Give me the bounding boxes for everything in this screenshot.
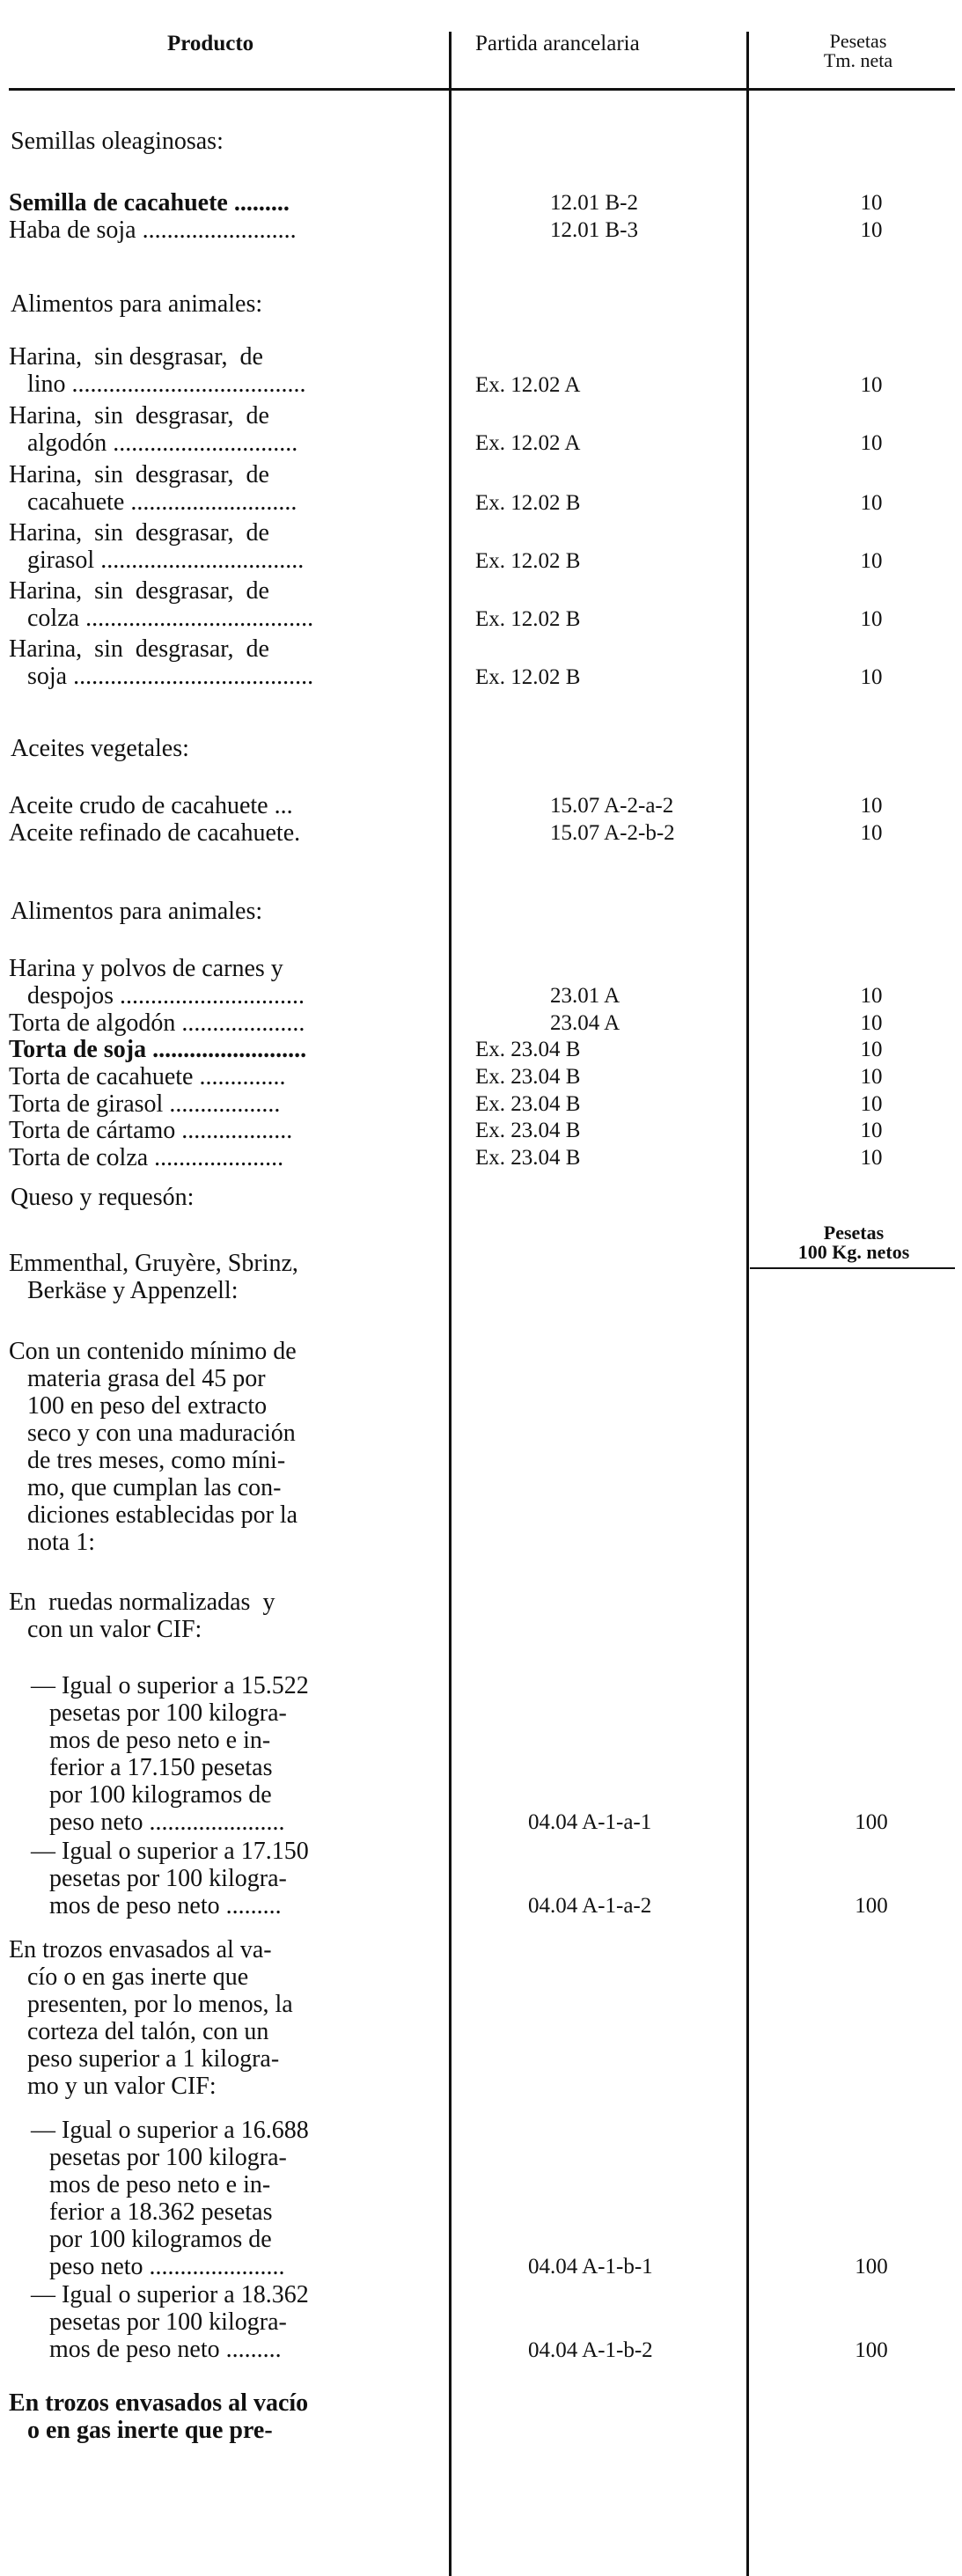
cheese-conditions: Con un contenido mínimo de materia grasa del 45 por 100 en peso del extracto seco y con una maduración de tres meses, como míni- mo, que cumplan las con- diciones establecidas por la nota 1: xyxy=(9,1338,298,1556)
row-producto: Harina, sin desgrasar, de girasol ................................. xyxy=(9,519,305,574)
header-pesetas: Pesetas Tm. neta xyxy=(823,30,893,71)
row-partida: 15.07 A-2-b-2 xyxy=(550,821,675,845)
row-producto: Aceite refinado de cacahuete. xyxy=(9,819,301,847)
cheese-pesetas: 100 xyxy=(855,2338,888,2362)
row-producto: Haba de soja ......................... xyxy=(9,217,297,244)
row-partida: Ex. 23.04 B xyxy=(475,1038,581,1061)
cheese-pesetas: 100 xyxy=(855,1810,888,1834)
row-producto: Harina, sin desgrasar, de cacahuete ........................... xyxy=(9,461,297,516)
row-partida: Ex. 23.04 B xyxy=(475,1065,581,1089)
cheese-pesetas: 100 xyxy=(855,2255,888,2279)
row-producto: Torta de colza ..................... xyxy=(9,1144,284,1171)
cheese-pesetas: 100 xyxy=(855,1894,888,1918)
row-producto: Torta de cacahuete .............. xyxy=(9,1063,286,1090)
section-title: Aceites vegetales: xyxy=(11,735,189,762)
cheese-item: — Igual o superior a 15.522 pesetas por 100 kilogra- mos de peso neto e in- ferior a 17.150 pesetas por 100 kilogramos de peso neto ...................... xyxy=(31,1672,309,1836)
row-partida: Ex. 23.04 B xyxy=(475,1092,581,1116)
row-pesetas: 10 xyxy=(860,431,883,455)
row-partida: 12.01 B-2 xyxy=(550,191,638,215)
row-producto: Harina, sin desgrasar, de algodón .............................. xyxy=(9,402,298,457)
cheese-partida: 04.04 A-1-b-2 xyxy=(528,2338,653,2362)
row-pesetas: 10 xyxy=(860,491,883,515)
row-producto: Torta de soja ......................... xyxy=(9,1036,307,1063)
row-partida: Ex. 12.02 B xyxy=(475,491,581,515)
row-pesetas: 10 xyxy=(860,1092,883,1116)
column-rule-1 xyxy=(449,32,452,2576)
row-pesetas: 10 xyxy=(860,1146,883,1170)
row-producto: Torta de algodón .................... xyxy=(9,1009,305,1037)
row-partida: 15.07 A-2-a-2 xyxy=(550,794,674,818)
row-producto: Aceite crudo de cacahuete ... xyxy=(9,792,293,819)
section-title: Semillas oleaginosas: xyxy=(11,128,224,155)
row-pesetas: 10 xyxy=(860,373,883,397)
row-partida: 23.01 A xyxy=(550,984,621,1008)
row-producto: Harina y polvos de carnes y despojos .............................. xyxy=(9,955,305,1009)
header-partida: Partida arancelaria xyxy=(475,32,640,55)
cheese-item: — Igual o superior a 17.150 pesetas por 100 kilogra- mos de peso neto ......... xyxy=(31,1838,309,1919)
cheese-partida: 04.04 A-1-b-1 xyxy=(528,2255,653,2279)
row-producto: Torta de cártamo .................. xyxy=(9,1117,293,1144)
row-pesetas: 10 xyxy=(860,821,883,845)
row-partida: Ex. 12.02 B xyxy=(475,665,581,689)
row-partida: Ex. 12.02 A xyxy=(475,373,581,397)
row-pesetas: 10 xyxy=(860,984,883,1008)
cheese-vacuum: En trozos envasados al va- cío o en gas inerte que presenten, por lo menos, la corteza del talón, con un peso superior a 1 kilogra- mo y un valor CIF: xyxy=(9,1936,293,2100)
row-producto: Harina, sin desgrasar, de soja ....................................... xyxy=(9,635,314,690)
row-partida: Ex. 12.02 B xyxy=(475,607,581,631)
cheese-types: Emmenthal, Gruyère, Sbrinz, Berkäse y Appenzell: xyxy=(9,1250,298,1304)
row-pesetas: 10 xyxy=(860,607,883,631)
row-partida: Ex. 12.02 B xyxy=(475,549,581,573)
section-title: Alimentos para animales: xyxy=(11,898,263,925)
cheese-partida: 04.04 A-1-a-1 xyxy=(528,1810,652,1834)
header-producto: Producto xyxy=(167,32,254,55)
section-title: Alimentos para animales: xyxy=(11,290,263,318)
row-producto: Torta de girasol .................. xyxy=(9,1090,281,1118)
cheese-partida: 04.04 A-1-a-2 xyxy=(528,1894,652,1918)
cheese-item: — Igual o superior a 18.362 pesetas por 100 kilogra- mos de peso neto ......... xyxy=(31,2281,309,2363)
row-producto: Semilla de cacahuete ......... xyxy=(9,189,290,217)
row-pesetas: 10 xyxy=(860,794,883,818)
row-producto: Harina, sin desgrasar, de colza ..................................... xyxy=(9,577,314,632)
cheese-wheels: En ruedas normalizadas y con un valor CIF: xyxy=(9,1589,275,1643)
row-partida: Ex. 23.04 B xyxy=(475,1119,581,1142)
row-pesetas: 10 xyxy=(860,191,883,215)
column-rule-2 xyxy=(746,32,749,2576)
row-partida: Ex. 23.04 B xyxy=(475,1146,581,1170)
cheese-vacuum-2: En trozos envasados al vacío o en gas inerte que pre- xyxy=(9,2389,309,2444)
unit-header: Pesetas 100 Kg. netos xyxy=(797,1222,910,1263)
row-pesetas: 10 xyxy=(860,1038,883,1061)
row-partida: 23.04 A xyxy=(550,1011,621,1035)
cheese-item: — Igual o superior a 16.688 pesetas por 100 kilogra- mos de peso neto e in- ferior a 18.362 pesetas por 100 kilogramos de peso neto ...................... xyxy=(31,2117,309,2280)
section-title: Queso y requesón: xyxy=(11,1184,195,1211)
row-pesetas: 10 xyxy=(860,549,883,573)
row-pesetas: 10 xyxy=(860,1065,883,1089)
row-pesetas: 10 xyxy=(860,1119,883,1142)
header-rule xyxy=(9,88,955,91)
row-pesetas: 10 xyxy=(860,218,883,242)
unit-rule xyxy=(750,1267,955,1269)
row-producto: Harina, sin desgrasar, de lino ...................................... xyxy=(9,343,306,398)
row-partida: Ex. 12.02 A xyxy=(475,431,581,455)
row-partida: 12.01 B-3 xyxy=(550,218,638,242)
row-pesetas: 10 xyxy=(860,1011,883,1035)
row-pesetas: 10 xyxy=(860,665,883,689)
